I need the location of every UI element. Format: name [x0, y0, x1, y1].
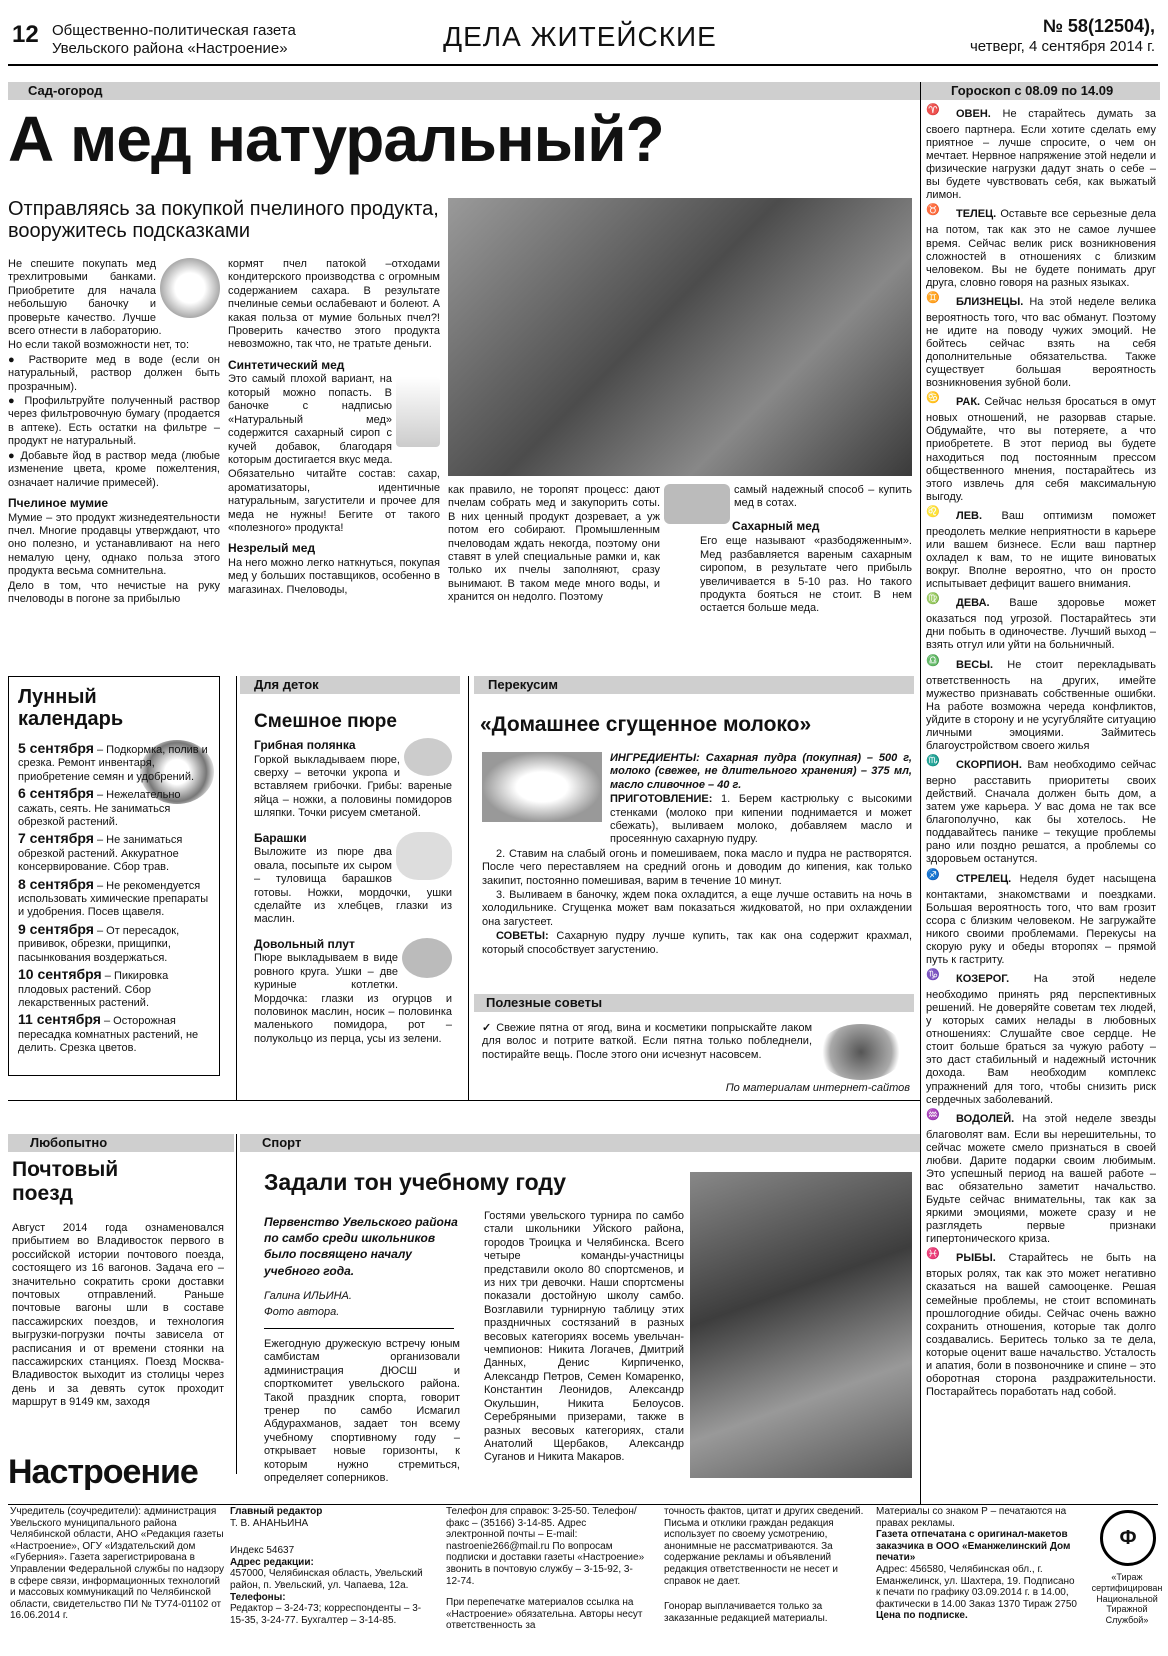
- moon-title: Лунный календарь: [18, 686, 124, 730]
- mushroom-icon: [404, 738, 452, 776]
- sport-title: Задали тон учебному году: [264, 1169, 567, 1195]
- horoscope-aquarius: ♒ ВОДОЛЕЙ. На этой неделе звезды благоволят вам. Если вы нерешительны, то сейчас можете смело признаться в своей любви. Дарите подарки своим любимым. Это успешный период на вашей работе – вас обязательно заметит начальство. Будьте сейчас внимательны, так как за яркими эмоциями, можете сразу и не разглядеть первые признаки гипертонического криза.: [926, 1108, 1156, 1246]
- bee-icon: [160, 258, 220, 318]
- seal-caption: «Тираж сертифицирован Национальной Тиражной Службой»: [1091, 1572, 1163, 1626]
- rubric-sport: Спорт: [240, 1134, 920, 1152]
- rubric-kids: Для деток: [240, 676, 460, 694]
- footer-contacts: Телефон для справок: 3-25-50. Телефон/факс – (35166) 3-14-85. Адрес электронной почты – E-mail: nastroenie266@mail.ru По вопросам подписки и доставки газеты «Настроение» звонить в почтовую службу – 3-15-92, 3-12-74. При перепечатке материалов ссылка на «Настроение» обязательна. Авторы несут ответственность за: [446, 1506, 645, 1632]
- rubric-snack: Перекусим: [474, 676, 914, 694]
- funny-face-icon: [402, 938, 452, 978]
- rubric-curious: Любопытно: [8, 1134, 234, 1152]
- snack-body: ИНГРЕДИЕНТЫ: Сахарная пудра (покупная) – 500 г, молоко (свежее, не длительного хранения) – 375 мл, масло сливочное – 40 г. ПРИГОТОВЛЕНИЕ: 1. Берем кастрюльку с высокими стенками (молоко при кипении поднимается и может сбежать), выливаем молоко, добавляем масло и просеянную сахарную пудру. 2. Ставим на слабый огонь и помешиваем, пока масло и пудра не растворятся. После чего переставляем на средний огонь и доводим до кипения, как только закипит, постоянно помешивая, варим в течение 10 минут. 3. Выливаем в баночку, ждем пока охладится, а еще лучше оставить на ночь в холодильнике. Сгущенка может вам показаться жидковатой, но при охлаждении она загустеет. СОВЕТЫ: Сахарную пудру лучше купить, так как она содержит крахмал, который способствует загустению.: [482, 752, 913, 956]
- horoscope-capricorn: ♑ КОЗЕРОГ. На этой неделе необходимо принять ряд перспективных решений. Не доверяйте советам тех людей, у которых самих нелады в любовных отношениях: Слушайте свое сердце. Не стоит больше браться за чужую работу – это даст стабильный и надежный источник дохода. Вам необходим комплекс упражнений для того, чтобы снизить риск сердечных заболеваний.: [926, 968, 1156, 1106]
- gemini-icon: ♊: [926, 291, 940, 304]
- beekeeper-photo: [448, 198, 912, 476]
- horoscope-list: [926, 104, 1156, 1504]
- horoscope-virgo: ♍ ДЕВА. Ваше здоровье может оказаться под угрозой. Постарайтесь эти дни побыть в одиночестве. Лучший выход – взять отгул или уйти на больничный.: [926, 593, 1156, 652]
- berries-icon: [818, 1024, 904, 1080]
- footer-print: Материалы со знаком Р – печатаются на правах рекламы. Газета отпечатана с оригинал-макетов заказчика в ООО «Еманжелинский Дом печати» Адрес: 456580, Челябинская обл., г. Еманжелинск, ул. Шахтера, 19. Подписано к печати по графику 03.09.2014 г. в 14.00, фактически в 14.00 Заказ 1370 Тираж 2750 Цена по подписке.: [876, 1506, 1077, 1622]
- horoscope-aries: ♈ ОВЕН. Не старайтесь думать за своего партнера. Если хотите сделать ему приятное – лучше спросите, о чем он мечтает. Нервное напряжение этой недели и физические нагрузки дадут знать о себе – вы будете чувствовать себя, как выжатый лимон.: [926, 104, 1156, 202]
- issue-number: № 58(12504),: [1042, 16, 1155, 36]
- kids-body: Грибная полянка Горкой выкладываем пюре, сверху – веточки укропа и вставляем грибочки. Грибы: вареные яйца – ножки, а половины помидоров шляпки. Точки рисуем сметаной. Барашки Выложите из пюре два овала, посыпьте их сыром – туловища барашков готовы. Ножки, мордочки, ушки сделайте из хлебцев, глазки из маслин. Довольный плут Пюре выкладываем в виде ровного круга. Ушки – две куриные котлетки. Мордочка: глазки из огурцов и половинок маслин, носик – половинка маленького помидора, рот – полукольцо из перца, усы из зелени.: [254, 738, 452, 1045]
- train-title: Почтовый поезд: [12, 1158, 119, 1206]
- honey-col4: самый надежный способ – купить мед в сотах. Сахарный мед Его еще называют «разбодяженным». Мед разбавляется вареным сахарным сиропом, в результате чего прибыль увеличивается в 5-10 раз. Но такого продукта бояться не стоит. В нем остается больше меда.: [700, 484, 912, 615]
- subhead-sugar: Сахарный мед: [732, 518, 820, 533]
- advice-source: По материалам интернет-сайтов: [725, 1082, 910, 1094]
- footer-policy: точность фактов, цитат и других сведений. Письма и отклики граждан редакция использует по своему усмотрению, анонимные не рассматриваются. За содержание рекламы и объявлений редакция ответственности не несет и справок не дает. Гонорар выплачивается только за заказанные редакцией материалы.: [664, 1506, 864, 1624]
- footer-editor: Главный редактор Т. В. АНАНЬИНА Индекс 54637 Адрес редакции: 457000, Челябинская область, Увельский район, п. Увельский, ул. Чапаева, 12а. Телефоны: Редактор – 3-24-73; корреспонденты – 3-15-35, 3-24-77. Бухгалтер – 3-14-85.: [230, 1506, 423, 1626]
- advice-body: ✓ Свежие пятна от ягод, вина и косметики попрыскайте лаком для волос и потрите ваткой. Если пятна только побледнели, постирайте вещь. После этого они исчезнут насовсем.: [482, 1022, 813, 1061]
- section-title: ДЕЛА ЖИТЕЙСКИЕ: [443, 21, 717, 52]
- kids-title: Смешное пюре: [254, 711, 397, 732]
- issue-date: четверг, 4 сентября 2014 г.: [969, 38, 1155, 55]
- horoscope-libra: ♎ ВЕСЫ. Не стоит перекладывать ответственность на других, имейте мужество признавать собственные ошибки. На работе возможна череда конфликтов, уйдите в сторону и не усугубляйте ситуацию личными эмоциями. Займитесь благоустройством своего жилья: [926, 654, 1156, 752]
- sport-col1: Ежегодную дружескую встречу юным самбистам организовали администрация ДЮСШ и спорткомитет увельского района. Такой праздник спорта, говорит тренер по самбо Исмагил Абдурахманов, задает тон всему учебному спортивному году – открывает новые горизонты, к которым нужно стремиться, определяет соперников.: [264, 1338, 460, 1485]
- aquarius-icon: ♒: [926, 1108, 940, 1121]
- leo-icon: ♌: [926, 505, 940, 518]
- sport-col2: Гостями увельского турнира по самбо стали школьники Уйского района, городов Троицка и Челябинска. Всего четыре команды-участницы представили около 80 спортсменов, и из них три девочки. Наши спортсмены показали достойную школу самбо. Возглавили турнирную таблицу этих праздничных состязаний в разных весовых категориях восемь увельчан-чемпионов: Никита Логачев, Дмитрий Данных, Денис Кирпиченко, Александр Петров, Семен Комаренко, Константин Леонидов, Александр Окульшин, Никита Белоусов. Серебряными призерами, также в разных весовых категориях, стали Анатолий Щербаков, Александр Суганов и Никита Макаров.: [484, 1210, 684, 1464]
- paper-line2: Увельского района «Настроение»: [52, 40, 288, 57]
- sambo-photo: [690, 1172, 912, 1478]
- horoscope-scorpio: ♏ СКОРПИОН. Вам необходимо сейчас верно расставить приоритеты своих действий. Сначала должен быть дом, а затем уже карьера. У вас дома не так все благополучно, как бы хотелось. Не поддавайтесь панике – текущие проблемы рано или поздно решатся, а проблемы со здоровьем останутся.: [926, 754, 1156, 866]
- footer-logo: Настроение: [8, 1453, 198, 1491]
- honey-title: А мед натуральный?: [8, 103, 664, 175]
- moon-list: 5 сентября – Подкормка, полив и срезка. Ремонт инвентаря, приобретение семян и удобрений. 6 сентября – Нежелательно сажать, сеять. Не заниматься обрезкой растений. 7 сентября – Не заниматься обрезкой растений. Аккуратное консервирование. Сбор трав. 8 сентября – Не рекомендуется использовать химические препараты и удобрения. Посев щавеля. 9 сентября – От пересадок, прививок, обрезки, прищипки, пасынкования воздержаться. 10 сентября – Пикировка плодовых растений. Сбор лекарственных растений. 11 сентября – Осторожная пересадка комнатных растений, не делить. Срезка цветов.: [18, 740, 209, 1055]
- honey-col1: Не спешите покупать мед трехлитровыми банками. Приобретите для начала небольшую баночку и проверьте качество. Лучше всего отнести в лабораторию. Но если такой возможности нет, то: ● Растворите мед в воде (если он натуральный, раствор должен быть прозрачным). ● Профильтруйте полученный раствор через фильтровочную бумагу (продается в аптеке). Есть остатки на фильтре – продукт не натуральный. ● Добавьте йод в раствор меда (любые изменение цвета, кроме пожелтения, означает наличие примесей). Пчелиное мумие Мумие – это продукт жизнедеятельности пчел. Многие продавцы утверждают, что оно полезно, и устанавливают на него немалую цену, однако польза этого продукта весьма сомнительна. Дело в том, что нечистые на руку пчеловоды в погоне за прибылью: [8, 258, 220, 605]
- checkmark-icon: ✓: [482, 1022, 493, 1034]
- horoscope-pisces: ♓ РЫБЫ. Старайтесь не быть на вторых ролях, так как это может негативно сказаться на вашей самооценке. Решая семейные проблемы, не стоит вспоминать прошлогодние обиды. Сейчас очень важно сохранить отношения, которые так долго создавались. Беритесь только за те дела, которые оценит ваше начальство. Усталость и апатия, боли в позвоночнике и спине – это оборотная сторона раздражительности. Постарайтесь поработать над собой.: [926, 1248, 1156, 1399]
- cancer-icon: ♋: [926, 392, 940, 405]
- sagittarius-icon: ♐: [926, 868, 940, 881]
- taurus-icon: ♉: [926, 204, 940, 217]
- honey-col3: как правило, не торопят процесс: дают пчелам собрать мед и закупорить соты. В них ценный продукт дозревает, а уж потом его собирают. Промышленным пчеловодам ждать некогда, поэтому они ставят в улей специальные рамки и, как только их пчелы заполняют, сразу вынимают. В таком меде много воды, и хранится он недолго. Поэтому: [448, 484, 660, 604]
- sport-lead: Первенство Увельского района по самбо среди школьников было посвящено началу учебного года.: [264, 1215, 458, 1278]
- libra-icon: ♎: [926, 654, 940, 667]
- capricorn-icon: ♑: [926, 968, 940, 981]
- virgo-icon: ♍: [926, 593, 940, 606]
- sport-photo-credit: Фото автора.: [264, 1306, 340, 1318]
- rubric-advice: Полезные советы: [474, 994, 914, 1012]
- horoscope-cancer: ♋ РАК. Сейчас нельзя бросаться в омут новых отношений, не разорвав старые. Обдумайте, что вы потеряете, а что приобретете. В этот период вы будете находиться под постоянным прессом общественного мнения, постарайтесь из этого извлечь для себя максимальную выгоду.: [926, 392, 1156, 503]
- horoscope-taurus: ♉ ТЕЛЕЦ. Оставьте все серьезные дела на потом, так как это не самое лучшее время. Сейчас велик риск возникновения сложностей в отношениях с близким человеком. Вы не будете понимать друг друга, словно говоря на разных языках.: [926, 204, 1156, 289]
- horoscope-leo: ♌ ЛЕВ. Ваш оптимизм поможет преодолеть мелкие неприятности в карьере или вашем бизнесе. Если ваш партнер охладел к вам, то не ищите виноватых вокруг. Вполне вероятно, что он просто испытывает дефицит вашего внимания.: [926, 505, 1156, 591]
- pisces-icon: ♓: [926, 1248, 940, 1261]
- sport-author: Галина ИЛЬИНА.: [264, 1290, 352, 1302]
- rubric-horoscope: Гороскоп с 08.09 по 14.09: [921, 82, 1160, 100]
- snack-title: «Домашнее сгущенное молоко»: [480, 713, 812, 736]
- subhead-unripe: Незрелый мед: [228, 541, 316, 556]
- paper-line1: Общественно-политическая газета: [52, 22, 296, 39]
- page-number: 12: [12, 21, 39, 48]
- horoscope-gemini: ♊ БЛИЗНЕЦЫ. На этой неделе велика вероятность того, что вас обманут. Поэтому не идите на поводу чужих эмоций. Не бойтесь сейчас взять на себя дополнительные обязательства. Также существует большая вероятность возникновения зубной боли.: [926, 291, 1156, 390]
- honey-col2: кормят пчел патокой –отходами кондитерского производства с огромным содержанием сахара. В результате пчелиные семьи ослабевают и болеют. А какая польза от мумие больных пчел?! Проверить качество этого продукта невозможно, так что, не тратьте деньги. Синтетический мед Это самый плохой вариант, на который можно попасть. В баночке с надписью «Натуральный мед» содержится сахарный сироп с кучей добавок, благодаря которым достигается вкус меда. Обязательно читайте состав: сахар, ароматизаторы, идентичные натуральным, загустители и прочее для меда не нужны! Бегите от такого «полезного» продукта! Незрелый мед На него можно легко наткнуться, покупая мед у больших поставщиков, особенно в магазинах. Пчеловоды,: [228, 258, 440, 596]
- sheep-icon: [396, 832, 452, 880]
- subhead-synthetic: Синтетический мед: [228, 357, 345, 372]
- subhead-mumie: Пчелиное мумие: [8, 495, 109, 510]
- aries-icon: ♈: [926, 104, 940, 116]
- circulation-seal-icon: Ф: [1100, 1510, 1156, 1566]
- horoscope-sagittarius: ♐ СТРЕЛЕЦ. Неделя будет насыщена контактами, знакомствами и поездками. Большая вероятность того, что вам грозит ссора с близким человеком. Не загружайте никого своими проблемами. Перекусы на скорую руку и обеды второпях – прямой путь к гастриту.: [926, 868, 1156, 966]
- rubric-garden: Сад-огород: [8, 82, 920, 100]
- glass-icon: [396, 377, 440, 447]
- scorpio-icon: ♏: [926, 754, 940, 767]
- footer-founders: Учредитель (соучредители): администрация Увельского муниципального района Челябинской области, АНО «Редакция газеты «Настроение», ОГУ «Издательский дом «Губерния». Газета зарегистрирована в Управлении Федеральной службы по надзору в сфере связи, информационных технологий и массовых коммуникаций по Челябинской области, свидетельство ПИ № ТУ74-01102 от 16.06.2014 г.: [10, 1506, 224, 1622]
- page-header: [0, 0, 1168, 74]
- honey-subtitle: Отправляясь за покупкой пчелиного продукта, вооружитесь подсказками: [8, 198, 439, 242]
- train-body: Август 2014 года ознаменовался прибытием во Владивосток первого в российской истории почтового поезда, состоящего из 16 вагонов. Задача его – значительно сократить сроки доставки почтовых отправлений. Раньше почтовые вагоны шли в составе пассажирских поездов, и технология выгрузки-погрузки почты зависела от расписания и от времени стоянки на пассажирских станциях. Поезд Москва-Владивосток выходит из столицы через день и за девять суток проходит маршрут в 9149 км, заходя: [12, 1222, 224, 1409]
